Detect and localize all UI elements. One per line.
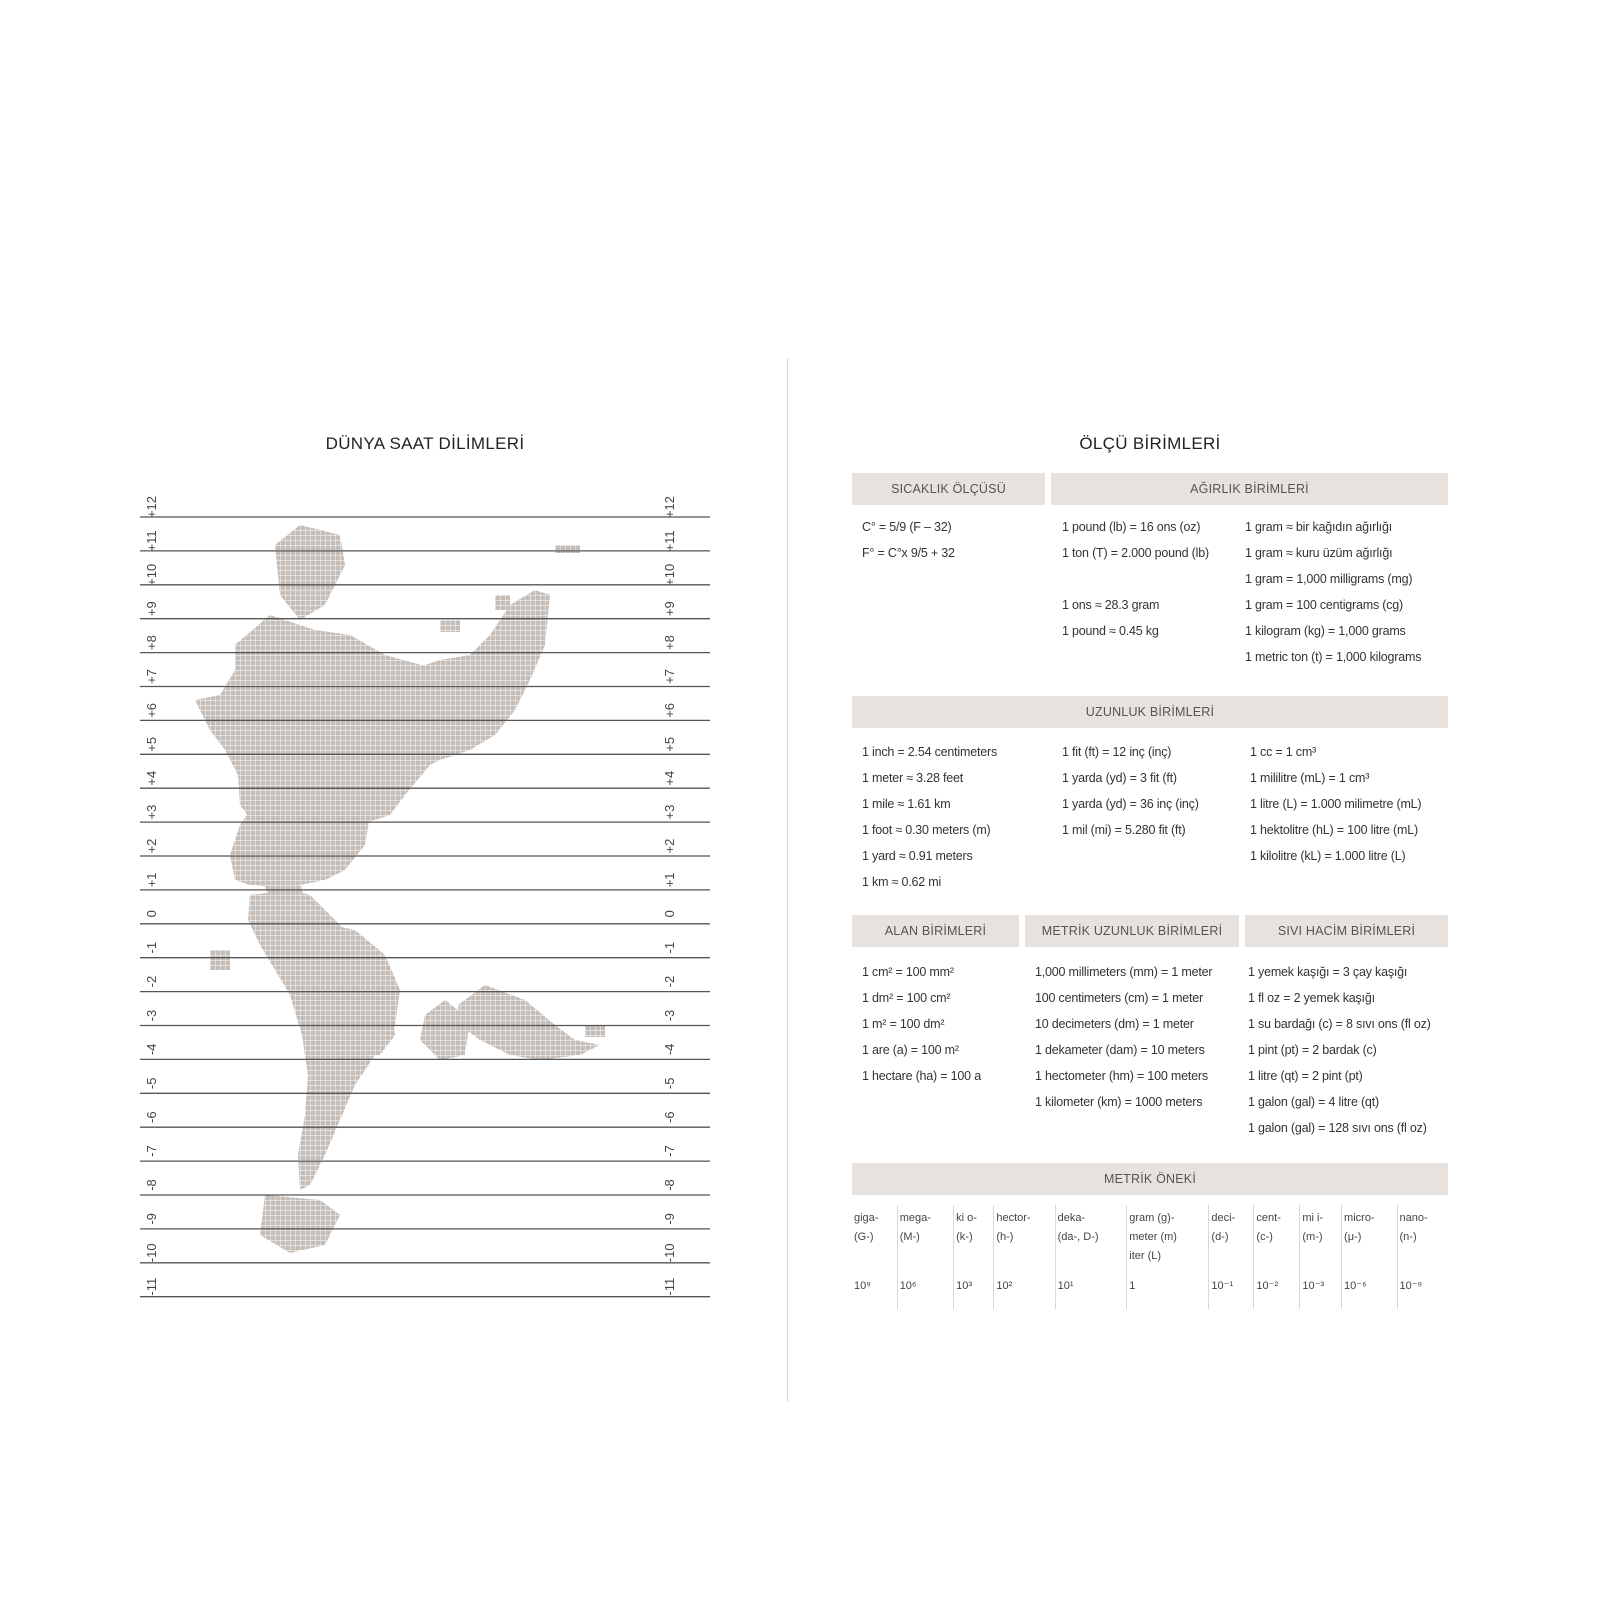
island-shape bbox=[555, 545, 580, 553]
timezone-label-right: -6 bbox=[662, 1111, 677, 1123]
prefix-label: nano- bbox=[1399, 1212, 1428, 1224]
prefix-value-cell: 1 bbox=[1127, 1275, 1209, 1309]
temperature-formula: F° = C°x 9/5 + 32 bbox=[862, 546, 955, 560]
prefix-label: cent- bbox=[1256, 1212, 1281, 1224]
metric-length-conversion: 1 dekameter (dam) = 10 meters bbox=[1035, 1043, 1205, 1057]
timezone-label-right: -5 bbox=[662, 1077, 677, 1090]
length-conversion: 1 yard ≈ 0.91 meters bbox=[862, 849, 973, 863]
liquid-conversion: 1 galon (gal) = 128 sıvı ons (fl oz) bbox=[1248, 1121, 1427, 1135]
area-header: ALAN BİRİMLERİ bbox=[852, 915, 1019, 947]
area-conversion: 1 are (a) = 100 m² bbox=[862, 1043, 959, 1057]
island-shape bbox=[210, 950, 230, 970]
timezone-label-left: +9 bbox=[144, 601, 159, 617]
timezone-label-left: +3 bbox=[144, 804, 159, 820]
prefix-label: hector- bbox=[996, 1212, 1031, 1224]
prefix-name-cell bbox=[1300, 1205, 1342, 1275]
timezone-label-left: +6 bbox=[144, 702, 159, 718]
metric-length-conversion: 1 kilometer (km) = 1000 meters bbox=[1035, 1095, 1203, 1109]
timezone-label-right: -4 bbox=[662, 1043, 677, 1056]
timezone-label-left: +11 bbox=[144, 530, 159, 552]
timezone-label-left: -6 bbox=[144, 1111, 159, 1123]
timezone-label-left: -4 bbox=[144, 1043, 159, 1056]
prefix-name-cell bbox=[1127, 1205, 1209, 1275]
length-conversion: 1 yarda (yd) = 3 fit (ft) bbox=[1062, 771, 1177, 785]
length-conversion: 1 fit (ft) = 12 inç (inç) bbox=[1062, 745, 1172, 759]
weight-conversion: 1 metric ton (t) = 1,000 kilograms bbox=[1245, 650, 1422, 664]
prefix-value-cell: 10⁻⁶ bbox=[1342, 1275, 1397, 1309]
metric-length-conversion: 10 decimeters (dm) = 1 meter bbox=[1035, 1017, 1194, 1031]
liquid-volume-header: SIVI HACİM BİRİMLERİ bbox=[1245, 915, 1448, 947]
prefix-label: ki o- bbox=[956, 1212, 977, 1224]
island-shape bbox=[495, 595, 510, 610]
liquid-conversion: 1 litre (qt) = 2 pint (pt) bbox=[1248, 1069, 1363, 1083]
timezone-label-right: +10 bbox=[662, 563, 677, 586]
timezone-label-right: +9 bbox=[662, 601, 677, 617]
prefix-name-cell bbox=[1342, 1205, 1397, 1275]
prefix-label: mi i- bbox=[1302, 1212, 1324, 1224]
weight-conversion: 1 pound ≈ 0.45 kg bbox=[1062, 624, 1159, 638]
prefix-values-row bbox=[852, 1275, 1448, 1309]
prefix-value-cell: 10⁻³ bbox=[1300, 1275, 1342, 1309]
timezone-label-right: -9 bbox=[662, 1213, 677, 1225]
prefix-value-cell: 10⁻¹ bbox=[1209, 1275, 1254, 1309]
prefix-label: (d-) bbox=[1211, 1231, 1229, 1243]
metric-length-conversion: 1 hectometer (hm) = 100 meters bbox=[1035, 1069, 1208, 1083]
prefix-value-cell: 10⁹ bbox=[852, 1275, 897, 1309]
timezone-labels bbox=[144, 496, 677, 1296]
prefix-value-cell: 10⁶ bbox=[897, 1275, 953, 1309]
timezone-label-left: -11 bbox=[144, 1277, 159, 1296]
prefix-label: meter (m) bbox=[1129, 1231, 1177, 1243]
weight-conversion: 1 gram = 100 centigrams (cg) bbox=[1245, 598, 1404, 612]
timezone-label-right: +6 bbox=[662, 702, 677, 718]
area-conversion: 1 m² = 100 dm² bbox=[862, 1017, 945, 1031]
timezone-label-right: -1 bbox=[662, 941, 677, 954]
prefix-name-cell bbox=[1397, 1205, 1448, 1275]
prefix-value-cell: 10⁻² bbox=[1254, 1275, 1300, 1309]
liquid-conversion: 1 yemek kaşığı = 3 çay kaşığı bbox=[1248, 965, 1408, 979]
timezone-label-right: -8 bbox=[662, 1179, 677, 1191]
length-conversion: 1 mil (mi) = 5.280 fit (ft) bbox=[1062, 823, 1186, 837]
island-shape bbox=[585, 1025, 605, 1037]
timezone-label-right: 0 bbox=[662, 910, 677, 918]
antarctica-shape bbox=[260, 1195, 340, 1253]
metric-prefix-table bbox=[852, 1205, 1448, 1309]
metric-length-conversion: 1,000 millimeters (mm) = 1 meter bbox=[1035, 965, 1213, 979]
timezone-label-right: +2 bbox=[662, 838, 677, 854]
weight-conversion: 1 pound (lb) = 16 ons (oz) bbox=[1062, 520, 1201, 534]
prefix-name-cell bbox=[897, 1205, 953, 1275]
prefix-label: (k-) bbox=[956, 1231, 973, 1243]
timezone-label-right: -2 bbox=[662, 975, 677, 988]
length-conversion: 1 inch = 2.54 centimeters bbox=[862, 745, 998, 759]
prefix-label: (M-) bbox=[899, 1231, 920, 1243]
timezone-label-right: +8 bbox=[662, 635, 677, 651]
timezone-label-left: -10 bbox=[144, 1243, 159, 1263]
prefix-label: (G-) bbox=[854, 1231, 874, 1243]
timezone-label-left: +8 bbox=[144, 635, 159, 651]
prefix-value-cell: 10⁻⁹ bbox=[1399, 1280, 1423, 1292]
metric-length-header: METRİK UZUNLUK BİRİMLERİ bbox=[1025, 915, 1239, 947]
island-shape bbox=[440, 620, 460, 632]
prefix-names-row bbox=[852, 1205, 1448, 1275]
prefix-value-cell: 10³ bbox=[954, 1275, 994, 1309]
continents bbox=[195, 525, 605, 1253]
prefix-name-cell bbox=[954, 1205, 994, 1275]
weight-conversion: 1 gram ≈ kuru üzüm ağırlığı bbox=[1245, 546, 1393, 560]
weight-conversion: 1 ons ≈ 28.3 gram bbox=[1062, 598, 1160, 612]
area-conversion: 1 dm² = 100 cm² bbox=[862, 991, 951, 1005]
timezone-label-left: -5 bbox=[144, 1077, 159, 1090]
timezone-label-left: -7 bbox=[144, 1145, 159, 1157]
metric-prefix-header: METRİK ÖNEKİ bbox=[852, 1163, 1448, 1195]
timezone-label-right: +5 bbox=[662, 736, 677, 752]
australia-shape bbox=[458, 985, 600, 1060]
timezone-label-left: +2 bbox=[144, 838, 159, 854]
length-conversion: 1 mile ≈ 1.61 km bbox=[862, 797, 951, 811]
area-conversion: 1 hectare (ha) = 100 a bbox=[862, 1069, 981, 1083]
prefix-label: (da-, D-) bbox=[1057, 1231, 1099, 1243]
length-conversion: 1 yarda (yd) = 36 inç (inç) bbox=[1062, 797, 1199, 811]
prefix-name-cell bbox=[1055, 1205, 1127, 1275]
timezone-label-left: +5 bbox=[144, 736, 159, 752]
timezone-label-left: -3 bbox=[144, 1009, 159, 1022]
timezone-label-left: -9 bbox=[144, 1213, 159, 1225]
weight-conversion: 1 gram = 1,000 milligrams (mg) bbox=[1245, 572, 1413, 586]
island-shape bbox=[250, 775, 264, 787]
volume-conversion: 1 mililitre (mL) = 1 cm³ bbox=[1250, 771, 1370, 785]
prefix-label: iter (L) bbox=[1129, 1250, 1162, 1262]
weight-header: AĞIRLIK BİRİMLERİ bbox=[1051, 473, 1448, 505]
timezone-label-left: -8 bbox=[144, 1179, 159, 1191]
prefix-label: (h-) bbox=[996, 1231, 1014, 1243]
liquid-conversion: 1 su bardağı (c) = 8 sıvı ons (fl oz) bbox=[1248, 1017, 1431, 1031]
prefix-value-cell: 10¹ bbox=[1055, 1275, 1127, 1309]
prefix-label: micro- bbox=[1344, 1212, 1375, 1224]
world-timezone-map bbox=[140, 495, 710, 1315]
timezone-label-left: -2 bbox=[144, 975, 159, 988]
area-conversion: 1 cm² = 100 mm² bbox=[862, 965, 954, 979]
length-header: UZUNLUK BİRİMLERİ bbox=[852, 696, 1448, 728]
timezone-label-left: +7 bbox=[144, 669, 159, 684]
timezone-label-right: +12 bbox=[662, 495, 677, 519]
volume-conversion: 1 cc = 1 cm³ bbox=[1250, 745, 1317, 759]
timezone-label-left: +1 bbox=[144, 872, 159, 888]
metric-length-conversion: 100 centimeters (cm) = 1 meter bbox=[1035, 991, 1204, 1005]
prefix-label: (μ-) bbox=[1344, 1231, 1362, 1243]
temperature-header: SICAKLIK ÖLÇÜSÜ bbox=[852, 473, 1045, 505]
prefix-label: (m-) bbox=[1302, 1231, 1323, 1243]
units-title: ÖLÇÜ BİRİMLERİ bbox=[1079, 434, 1221, 453]
prefix-label: giga- bbox=[854, 1212, 879, 1224]
timezone-label-right: -7 bbox=[662, 1145, 677, 1157]
prefix-name-cell bbox=[1254, 1205, 1300, 1275]
timezones-title: DÜNYA SAAT DİLİMLERİ bbox=[325, 434, 525, 453]
prefix-name-cell bbox=[1209, 1205, 1254, 1275]
prefix-label: deka- bbox=[1057, 1212, 1086, 1224]
prefix-label: mega- bbox=[899, 1212, 931, 1224]
timezone-label-left: +10 bbox=[144, 563, 159, 586]
timezone-label-right: +3 bbox=[662, 804, 677, 820]
prefix-label: (n-) bbox=[1399, 1231, 1417, 1243]
weight-conversion: 1 kilogram (kg) = 1,000 grams bbox=[1245, 624, 1406, 638]
africa-shape bbox=[248, 890, 395, 1055]
greenland-shape bbox=[275, 525, 345, 620]
liquid-conversion: 1 fl oz = 2 yemek kaşığı bbox=[1248, 991, 1375, 1005]
length-conversion: 1 meter ≈ 3.28 feet bbox=[862, 771, 964, 785]
timezone-label-left: -1 bbox=[144, 941, 159, 954]
volume-conversion: 1 hektolitre (hL) = 100 litre (mL) bbox=[1250, 823, 1418, 837]
timezone-label-right: +11 bbox=[662, 530, 677, 552]
prefix-label: gram (g)- bbox=[1129, 1212, 1175, 1224]
volume-conversion: 1 kilolitre (kL) = 1.000 litre (L) bbox=[1250, 849, 1406, 863]
temperature-formula: C° = 5/9 (F – 32) bbox=[862, 520, 952, 534]
length-conversion: 1 foot ≈ 0.30 meters (m) bbox=[862, 823, 991, 837]
page-divider bbox=[787, 358, 788, 1402]
timezone-label-right: -11 bbox=[662, 1277, 677, 1296]
liquid-conversion: 1 galon (gal) = 4 litre (qt) bbox=[1248, 1095, 1379, 1109]
prefix-value-cell: 10² bbox=[994, 1275, 1055, 1309]
timezone-label-left: +12 bbox=[144, 495, 159, 519]
timezone-label-right: +1 bbox=[662, 872, 677, 888]
prefix-name-cell bbox=[852, 1205, 897, 1275]
timezone-label-left: 0 bbox=[144, 910, 159, 918]
length-conversion: 1 km ≈ 0.62 mi bbox=[862, 875, 942, 889]
timezone-label-left: +4 bbox=[144, 770, 159, 786]
timezone-label-right: -10 bbox=[662, 1243, 677, 1263]
volume-conversion: 1 litre (L) = 1.000 milimetre (mL) bbox=[1250, 797, 1422, 811]
liquid-conversion: 1 pint (pt) = 2 bardak (c) bbox=[1248, 1043, 1377, 1057]
weight-conversion: 1 gram ≈ bir kağıdın ağırlığı bbox=[1245, 520, 1392, 534]
weight-conversion: 1 ton (T) = 2.000 pound (lb) bbox=[1062, 546, 1209, 560]
prefix-label: (c-) bbox=[1256, 1231, 1273, 1243]
timezone-label-right: -3 bbox=[662, 1009, 677, 1022]
timezone-lines bbox=[140, 517, 710, 1297]
prefix-name-cell bbox=[994, 1205, 1055, 1275]
prefix-label: deci- bbox=[1211, 1212, 1236, 1224]
timezone-label-right: +4 bbox=[662, 770, 677, 786]
timezone-label-right: +7 bbox=[662, 669, 677, 684]
